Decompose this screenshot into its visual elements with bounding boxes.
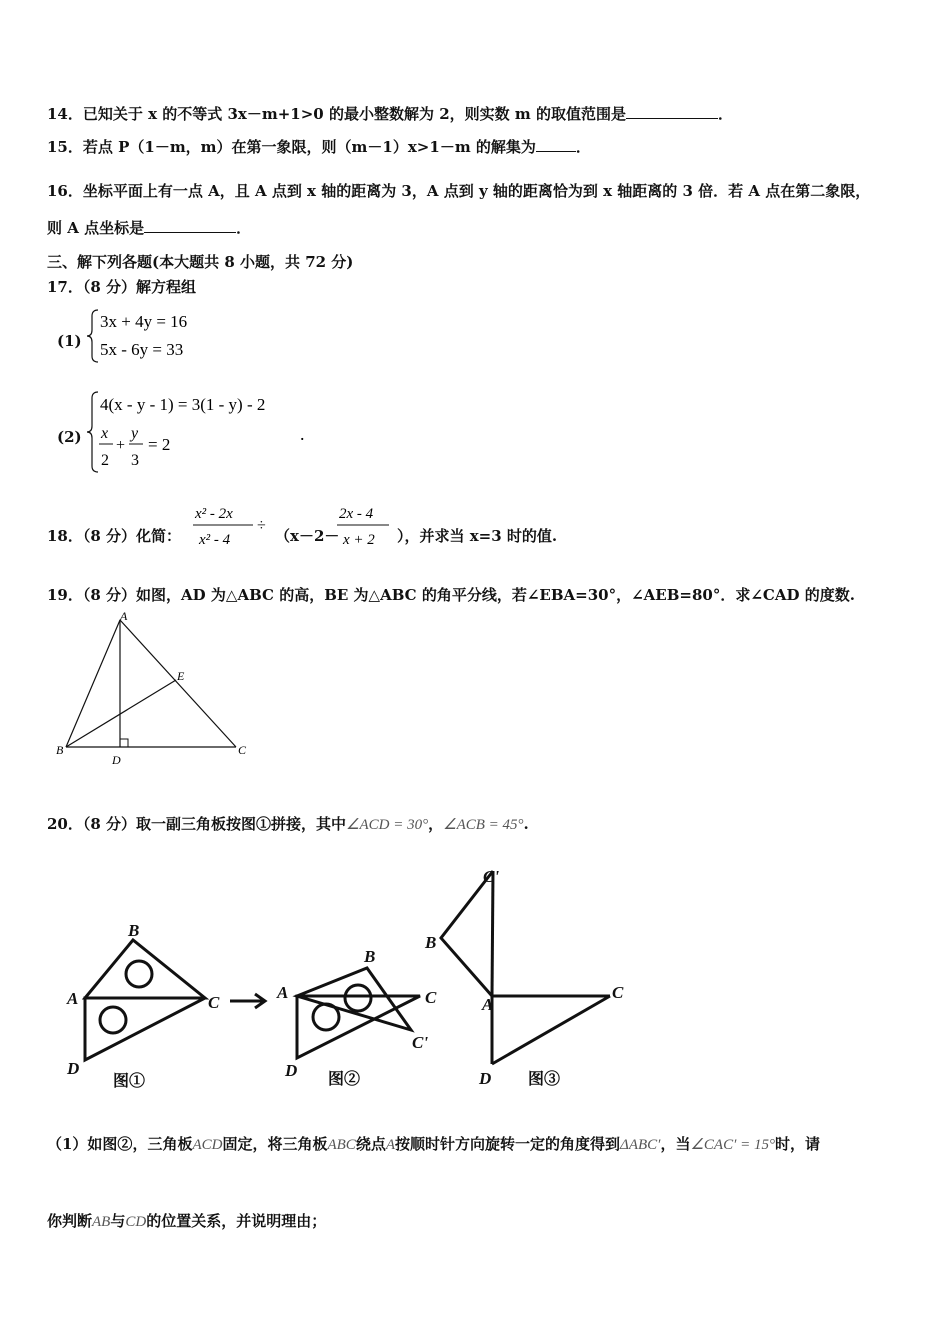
fig3-side — [492, 871, 493, 996]
q18-div: ÷ — [257, 517, 266, 534]
label-D: D — [112, 753, 121, 767]
q17-p2-system — [86, 388, 406, 478]
fig1-caption: 图① — [113, 1073, 146, 1090]
fig1-label-C: C — [208, 993, 220, 1012]
q17-p1-label: (1) — [57, 332, 82, 350]
fig2-label-C-prime: C' — [412, 1033, 429, 1052]
q20-sub1-CD: CD — [125, 1214, 147, 1230]
q20-sub1-c: 绕点 — [355, 1135, 386, 1153]
q18-frac2 — [335, 500, 395, 552]
q20-sub1-b: 固定，将三角板 — [222, 1135, 328, 1153]
q16-tail: ． — [236, 219, 252, 237]
q20-sub1-abc: ABC — [327, 1137, 356, 1153]
brace-icon — [87, 310, 98, 362]
fig3-label-B: B — [425, 933, 437, 952]
question-16 — [47, 180, 870, 201]
q18-suffix: ），并求当 x=3 时的值. — [397, 527, 558, 545]
fig2-hole-icon — [345, 985, 371, 1011]
q20-sub1-a: （1）如图②，三角板 — [47, 1135, 193, 1153]
fig2-label-D: D — [285, 1061, 298, 1080]
q17-p2-frac2-den: 3 — [131, 452, 139, 469]
label-C: C — [238, 743, 247, 757]
q17-title: 17．（8 分）解方程组 — [47, 278, 197, 296]
fig3-label-D: D — [479, 1069, 492, 1088]
q17-p2-frac1-den: 2 — [101, 452, 109, 469]
q20-sub1-e: ，当 — [660, 1135, 691, 1153]
question-20 — [47, 813, 529, 834]
fig1-label-B: B — [128, 921, 140, 940]
q14-blank[interactable] — [626, 104, 718, 119]
fig1-triangle-ABC — [85, 940, 205, 998]
fig2-label-A: A — [277, 983, 289, 1002]
q18-frac1-den: x² - 4 — [199, 532, 231, 548]
fig3-triangle-ABC-prime — [441, 871, 493, 996]
q14-tail: ． — [717, 105, 733, 123]
q20-sub1-line1 — [47, 1133, 820, 1154]
q19-text: 19．（8 分）如图，AD 为△ABC 的高，BE 为△ABC 的角平分线，若∠EBA=30°，∠AEB=80°．求∠CAD 的度数. — [47, 586, 855, 604]
question-16-line2 — [47, 217, 251, 238]
fig2-hole-icon — [313, 1004, 339, 1030]
fig3-label-C-prime: C' — [483, 867, 500, 886]
question-15 — [47, 136, 591, 157]
fig1-hole-icon — [126, 961, 152, 987]
side-AC — [120, 620, 236, 747]
q20-sub1-l2a: 你判断 — [47, 1212, 93, 1230]
fig1-label-A: A — [67, 989, 79, 1008]
q17-p1-eq2: 5x - 6y = 33 — [100, 340, 184, 359]
fig1-hole-icon — [100, 1007, 126, 1033]
q20-sub1-tri: ΔABC′ — [620, 1137, 661, 1153]
fig3-label-A: A — [482, 995, 494, 1014]
q18-frac2-den: x + 2 — [343, 532, 375, 548]
q18-frac2-num: 2x - 4 — [339, 506, 374, 522]
q16-line2: 则 A 点坐标是 — [47, 219, 145, 237]
label-A: A — [120, 610, 128, 623]
q20-cond2: ∠ACB = 45° — [443, 817, 524, 833]
q17-p2-frac2-num: y — [131, 425, 139, 442]
q20-end: . — [523, 815, 529, 833]
question-18 — [47, 500, 747, 552]
q20-sub1-line2 — [47, 1210, 326, 1231]
fig2-caption: 图② — [328, 1071, 361, 1088]
bisector-BE — [66, 680, 176, 747]
q20-sub1-acd: ACD — [192, 1137, 223, 1153]
label-B: B — [56, 743, 64, 757]
q20-sub1-A: A — [385, 1137, 395, 1153]
q20-sub1-angle: ∠CAC′ = 15° — [690, 1137, 775, 1153]
q17-p2-dot: . — [300, 424, 305, 444]
q17-p2-plus: + — [116, 437, 126, 454]
side-AB — [66, 620, 120, 747]
fig1-label-D: D — [67, 1059, 80, 1078]
q15-tail: ． — [575, 138, 591, 156]
q20-sub1-AB: AB — [92, 1214, 111, 1230]
fig2-label-C: C — [425, 988, 437, 1007]
q19-figure — [50, 610, 260, 770]
q17-p2-frac1-num: x — [101, 425, 109, 442]
brace-icon — [87, 392, 98, 472]
q16-text: 16．坐标平面上有一点 A，且 A 点到 x 轴的距离为 3，A 点到 y 轴的距离恰为到 x 轴距离的 3 倍．若 A 点在第二象限， — [47, 182, 871, 200]
right-angle-icon — [120, 739, 128, 747]
q17-p2-label: (2) — [57, 428, 82, 446]
q18-mid: （x－2－ — [275, 527, 340, 545]
q14-text: 14．已知关于 x 的不等式 3x－m+1>0 的最小整数解为 2，则实数 m 的取值范围是 — [47, 105, 626, 123]
q17-p2-eq2-rhs: = 2 — [148, 435, 171, 454]
fig3-side-CD — [492, 996, 610, 1064]
q20-cond1: ∠ACD = 30° — [346, 817, 429, 833]
q15-blank[interactable] — [536, 137, 576, 152]
fig3-caption: 图③ — [528, 1071, 561, 1088]
question-14 — [47, 103, 733, 124]
fig2-label-B: B — [364, 947, 376, 966]
q20-sub1-l2b: 与 — [110, 1212, 126, 1230]
q20-figures — [55, 858, 645, 1098]
q20-sub1-f: 时，请 — [774, 1135, 820, 1153]
section-3-heading: 三、解下列各题(本大题共 8 小题，共 72 分) — [47, 253, 354, 271]
q20-sub1-d: 按顺时针方向旋转一定的角度得到 — [395, 1135, 621, 1153]
q15-text: 15．若点 P（1－m，m）在第一象限，则（m－1）x>1－m 的解集为 — [47, 138, 536, 156]
label-E: E — [177, 669, 185, 683]
q18-prefix: 18．（8 分）化简： — [47, 527, 182, 545]
q17-p2-eq1: 4(x - y - 1) = 3(1 - y) - 2 — [100, 395, 266, 414]
q16-blank[interactable] — [144, 218, 236, 233]
q17-p1-eq1: 3x + 4y = 16 — [100, 312, 188, 331]
q20-text: 20．（8 分）取一副三角板按图①拼接，其中 — [47, 815, 347, 833]
q18-frac1-num: x² - 2x — [195, 506, 233, 522]
q20-sub1-l2c: 的位置关系，并说明理由； — [146, 1212, 327, 1230]
q20-sep: ， — [428, 815, 444, 833]
fig3-label-C: C — [612, 983, 624, 1002]
q17-p1-system — [86, 306, 306, 366]
